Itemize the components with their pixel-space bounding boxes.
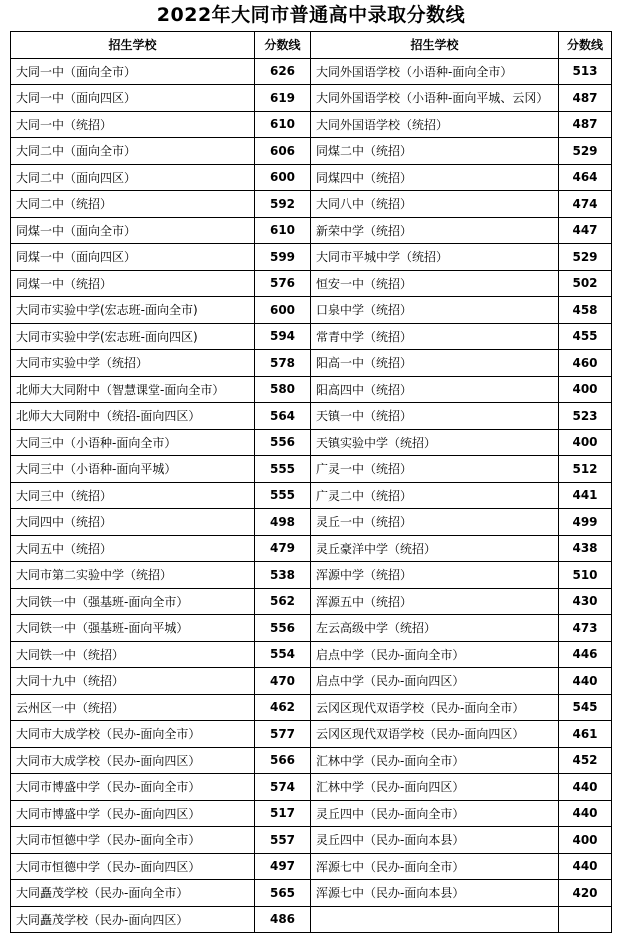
score-value-right: 513	[559, 58, 612, 85]
table-row	[11, 562, 612, 589]
score-value-right: 440	[559, 668, 612, 695]
school-name-right: 阳高一中（统招）	[311, 350, 559, 377]
school-name-left: 大同二中（面向全市）	[11, 138, 255, 165]
score-value-left: 606	[255, 138, 311, 165]
table-row	[11, 747, 612, 774]
school-name-left: 云州区一中（统招）	[11, 694, 255, 721]
score-value-right: 440	[559, 800, 612, 827]
school-name-right: 汇林中学（民办-面向四区）	[311, 774, 559, 801]
school-name-right: 浑源七中（民办-面向全市）	[311, 853, 559, 880]
school-name-right: 大同市平城中学（统招）	[311, 244, 559, 271]
table-row	[11, 906, 612, 933]
school-name-left: 大同市实验中学(宏志班-面向全市)	[11, 297, 255, 324]
school-name-left: 大同铁一中（强基班-面向平城）	[11, 615, 255, 642]
score-value-right	[559, 906, 612, 933]
score-value-left: 562	[255, 588, 311, 615]
score-value-right: 461	[559, 721, 612, 748]
score-value-left: 554	[255, 641, 311, 668]
score-value-right: 400	[559, 376, 612, 403]
school-name-right: 启点中学（民办-面向全市）	[311, 641, 559, 668]
score-value-left: 574	[255, 774, 311, 801]
score-value-right: 529	[559, 138, 612, 165]
score-value-left: 497	[255, 853, 311, 880]
school-name-right: 大同八中（统招）	[311, 191, 559, 218]
table-row	[11, 588, 612, 615]
school-name-left: 大同市恒德中学（民办-面向四区）	[11, 853, 255, 880]
score-value-right: 510	[559, 562, 612, 589]
school-name-right: 浑源七中（民办-面向本县）	[311, 880, 559, 907]
school-name-right: 恒安一中（统招）	[311, 270, 559, 297]
school-name-right: 大同外国语学校（小语种-面向全市）	[311, 58, 559, 85]
school-name-left: 北师大大同附中（统招-面向四区）	[11, 403, 255, 430]
score-value-right: 446	[559, 641, 612, 668]
score-value-left: 578	[255, 350, 311, 377]
school-name-right: 灵丘四中（民办-面向全市）	[311, 800, 559, 827]
school-name-right: 阳高四中（统招）	[311, 376, 559, 403]
school-name-right: 同煤二中（统招）	[311, 138, 559, 165]
score-value-left: 599	[255, 244, 311, 271]
score-value-right: 400	[559, 429, 612, 456]
school-name-left: 大同三中（小语种-面向全市）	[11, 429, 255, 456]
school-name-left: 同煤一中（面向全市）	[11, 217, 255, 244]
table-row	[11, 429, 612, 456]
table-row	[11, 800, 612, 827]
score-value-left: 626	[255, 58, 311, 85]
score-value-right: 455	[559, 323, 612, 350]
score-value-right: 460	[559, 350, 612, 377]
score-value-left: 592	[255, 191, 311, 218]
table-row	[11, 350, 612, 377]
table-row	[11, 880, 612, 907]
school-name-right: 天镇实验中学（统招）	[311, 429, 559, 456]
table-row	[11, 376, 612, 403]
school-name-left: 大同三中（统招）	[11, 482, 255, 509]
school-name-left: 大同市第二实验中学（统招）	[11, 562, 255, 589]
score-value-right: 441	[559, 482, 612, 509]
school-name-right: 云冈区现代双语学校（民办-面向全市）	[311, 694, 559, 721]
score-value-left: 576	[255, 270, 311, 297]
score-value-left: 594	[255, 323, 311, 350]
school-name-left: 同煤一中（统招）	[11, 270, 255, 297]
school-name-right: 天镇一中（统招）	[311, 403, 559, 430]
school-name-left: 大同一中（面向四区）	[11, 85, 255, 112]
header-score-left: 分数线	[255, 32, 311, 59]
table-row	[11, 509, 612, 536]
score-value-right: 474	[559, 191, 612, 218]
school-name-right: 云冈区现代双语学校（民办-面向四区）	[311, 721, 559, 748]
school-name-left: 大同市恒德中学（民办-面向全市）	[11, 827, 255, 854]
school-name-left: 大同市大成学校（民办-面向全市）	[11, 721, 255, 748]
table-body	[11, 58, 612, 933]
school-name-right: 口泉中学（统招）	[311, 297, 559, 324]
score-value-left: 555	[255, 482, 311, 509]
score-value-left: 600	[255, 297, 311, 324]
score-value-left: 555	[255, 456, 311, 483]
school-name-right: 灵丘四中（民办-面向本县）	[311, 827, 559, 854]
score-value-right: 458	[559, 297, 612, 324]
score-value-left: 556	[255, 615, 311, 642]
table-row	[11, 191, 612, 218]
score-value-right: 529	[559, 244, 612, 271]
school-name-right: 灵丘一中（统招）	[311, 509, 559, 536]
table-row	[11, 482, 612, 509]
table-row	[11, 694, 612, 721]
score-value-left: 577	[255, 721, 311, 748]
score-value-left: 580	[255, 376, 311, 403]
score-value-left: 470	[255, 668, 311, 695]
score-value-right: 440	[559, 774, 612, 801]
school-name-right: 汇林中学（民办-面向全市）	[311, 747, 559, 774]
score-value-left: 479	[255, 535, 311, 562]
school-name-right: 左云高级中学（统招）	[311, 615, 559, 642]
table-row	[11, 111, 612, 138]
table-row	[11, 827, 612, 854]
school-name-right	[311, 906, 559, 933]
school-name-left: 大同四中（统招）	[11, 509, 255, 536]
score-value-right: 440	[559, 853, 612, 880]
table-row	[11, 297, 612, 324]
school-name-left: 大同二中（面向四区）	[11, 164, 255, 191]
score-value-left: 610	[255, 111, 311, 138]
score-value-right: 523	[559, 403, 612, 430]
score-value-right: 400	[559, 827, 612, 854]
score-value-left: 556	[255, 429, 311, 456]
table-row	[11, 138, 612, 165]
score-value-right: 502	[559, 270, 612, 297]
score-value-left: 564	[255, 403, 311, 430]
score-value-right: 420	[559, 880, 612, 907]
school-name-left: 大同市大成学校（民办-面向四区）	[11, 747, 255, 774]
header-score-right: 分数线	[559, 32, 612, 59]
score-value-right: 447	[559, 217, 612, 244]
school-name-left: 北师大大同附中（智慧课堂-面向全市）	[11, 376, 255, 403]
table-row	[11, 403, 612, 430]
school-name-right: 浑源五中（统招）	[311, 588, 559, 615]
score-value-right: 473	[559, 615, 612, 642]
score-value-right: 499	[559, 509, 612, 536]
score-value-left: 557	[255, 827, 311, 854]
table-row	[11, 535, 612, 562]
table-row	[11, 164, 612, 191]
school-name-left: 大同市实验中学(宏志班-面向四区)	[11, 323, 255, 350]
school-name-right: 灵丘豪洋中学（统招）	[311, 535, 559, 562]
school-name-left: 大同矗茂学校（民办-面向全市）	[11, 880, 255, 907]
score-value-right: 512	[559, 456, 612, 483]
table-row	[11, 456, 612, 483]
score-value-right: 430	[559, 588, 612, 615]
school-name-left: 大同铁一中（强基班-面向全市）	[11, 588, 255, 615]
school-name-right: 广灵二中（统招）	[311, 482, 559, 509]
score-value-left: 610	[255, 217, 311, 244]
school-name-left: 大同市博盛中学（民办-面向四区）	[11, 800, 255, 827]
score-value-left: 619	[255, 85, 311, 112]
score-value-left: 462	[255, 694, 311, 721]
table-row	[11, 774, 612, 801]
table-header-row	[11, 32, 612, 59]
school-name-left: 大同市博盛中学（民办-面向全市）	[11, 774, 255, 801]
school-name-left: 大同铁一中（统招）	[11, 641, 255, 668]
score-value-left: 517	[255, 800, 311, 827]
school-name-left: 大同二中（统招）	[11, 191, 255, 218]
school-name-right: 启点中学（民办-面向四区）	[311, 668, 559, 695]
table-row	[11, 668, 612, 695]
table-row	[11, 85, 612, 112]
school-name-left: 大同一中（面向全市）	[11, 58, 255, 85]
school-name-left: 大同五中（统招）	[11, 535, 255, 562]
school-name-right: 新荣中学（统招）	[311, 217, 559, 244]
score-value-right: 487	[559, 85, 612, 112]
score-value-left: 486	[255, 906, 311, 933]
table-row	[11, 244, 612, 271]
table-row	[11, 58, 612, 85]
school-name-right: 广灵一中（统招）	[311, 456, 559, 483]
table-row	[11, 323, 612, 350]
table-row	[11, 217, 612, 244]
table-row	[11, 270, 612, 297]
school-name-left: 大同三中（小语种-面向平城）	[11, 456, 255, 483]
page-title: 2022年大同市普通高中录取分数线	[156, 4, 466, 26]
school-name-left: 大同市实验中学（统招）	[11, 350, 255, 377]
score-value-right: 438	[559, 535, 612, 562]
school-name-left: 同煤一中（面向四区）	[11, 244, 255, 271]
table-row	[11, 853, 612, 880]
header-school-left: 招生学校	[11, 32, 255, 59]
score-value-left: 498	[255, 509, 311, 536]
school-name-left: 大同矗茂学校（民办-面向四区）	[11, 906, 255, 933]
score-table	[10, 31, 612, 933]
score-value-left: 538	[255, 562, 311, 589]
score-value-right: 452	[559, 747, 612, 774]
score-value-left: 600	[255, 164, 311, 191]
school-name-left: 大同十九中（统招）	[11, 668, 255, 695]
school-name-right: 同煤四中（统招）	[311, 164, 559, 191]
school-name-left: 大同一中（统招）	[11, 111, 255, 138]
header-school-right: 招生学校	[311, 32, 559, 59]
table-row	[11, 641, 612, 668]
school-name-right: 常青中学（统招）	[311, 323, 559, 350]
score-value-left: 565	[255, 880, 311, 907]
table-row	[11, 721, 612, 748]
score-value-right: 545	[559, 694, 612, 721]
table-row	[11, 615, 612, 642]
school-name-right: 大同外国语学校（小语种-面向平城、云冈）	[311, 85, 559, 112]
school-name-right: 大同外国语学校（统招）	[311, 111, 559, 138]
score-value-right: 464	[559, 164, 612, 191]
score-value-right: 487	[559, 111, 612, 138]
school-name-right: 浑源中学（统招）	[311, 562, 559, 589]
score-value-left: 566	[255, 747, 311, 774]
